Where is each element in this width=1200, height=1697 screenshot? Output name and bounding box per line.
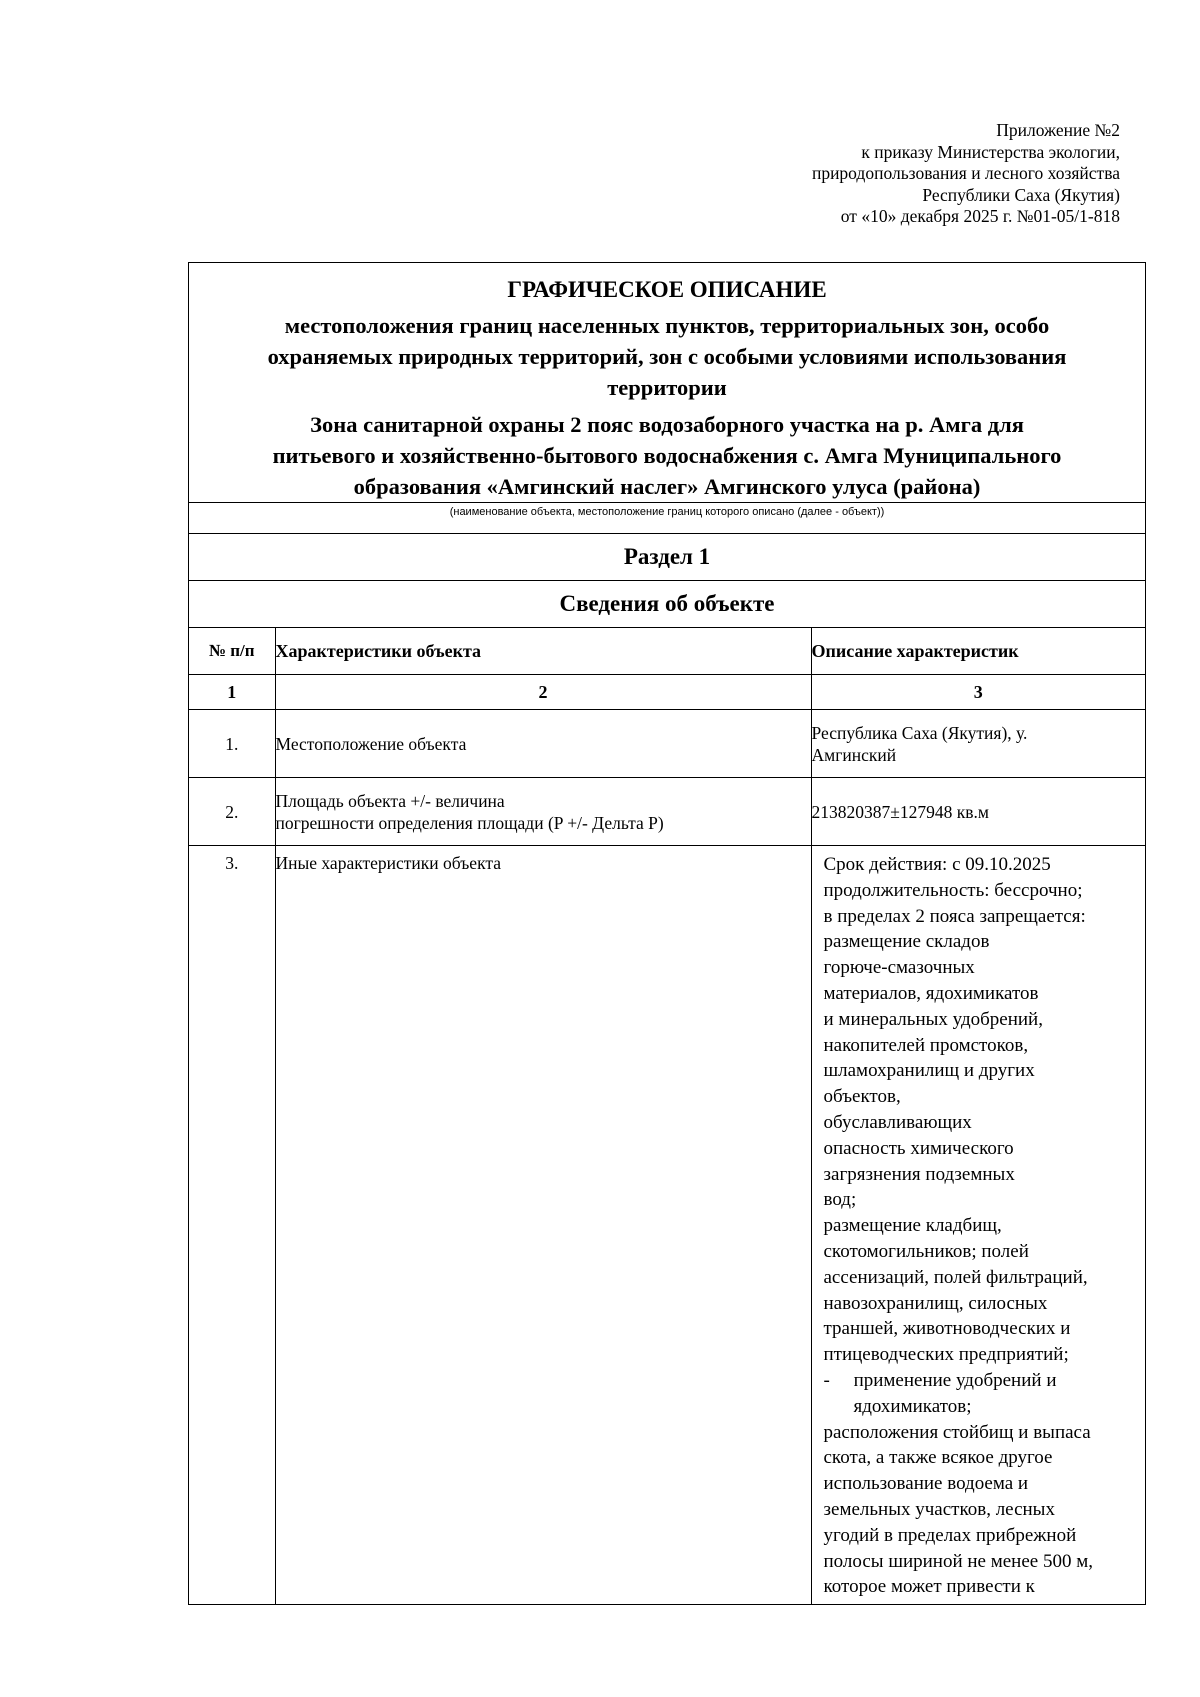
characteristic-line: погрешности определения площади (P +/- Дельта P) (275, 812, 664, 833)
description-line: траншей, животноводческих и (823, 1318, 1071, 1340)
column-number-row (189, 675, 1145, 710)
appendix-line: от «10» декабря 2025 г. №01-05/1-818 (840, 206, 1120, 226)
row-description: 213820387±127948 кв.м (811, 778, 1145, 846)
column-number: 3 (811, 675, 1145, 710)
description-line: в пределах 2 пояса запрещается: (823, 905, 1086, 927)
description-line: ассенизаций, полей фильтраций, (823, 1266, 1088, 1288)
description-line: загрязнения подземных (823, 1163, 1015, 1185)
table-row (189, 778, 1145, 846)
description-line: полосы шириной не менее 500 м, (823, 1550, 1093, 1572)
section-label: Раздел 1 (189, 533, 1145, 580)
section-heading: Сведения об объекте (189, 580, 1145, 627)
description-line: горюче-смазочных (823, 957, 975, 979)
title-block (189, 263, 1145, 502)
characteristic-line: Площадь объекта +/- величина (275, 790, 505, 811)
appendix-block (812, 120, 1120, 228)
header-number: № п/п (189, 628, 275, 675)
description-line: продолжительность: бессрочно; (823, 879, 1083, 901)
document-subtitle (189, 310, 1145, 403)
description-line: шламохранилищ и других (823, 1060, 1035, 1082)
object-name-line: образования «Амгинский наслег» Амгинского улуса (района) (353, 474, 981, 499)
description-line: земельных участков, лесных (823, 1498, 1055, 1520)
row-description (811, 710, 1145, 778)
description-line: скота, а также всякое другое (823, 1447, 1053, 1469)
description-line: объектов, (823, 1086, 901, 1108)
header-description: Описание характеристик (811, 628, 1145, 675)
description-line: опасность химического (823, 1137, 1014, 1159)
subtitle-line: охраняемых природных территорий, зон с особыми условиями использования (267, 344, 1067, 369)
column-number: 2 (275, 675, 811, 710)
description-line: вод; (823, 1189, 857, 1211)
description-line: Срок действия: с 09.10.2025 (823, 854, 1051, 875)
description-line: Амгинский (811, 744, 897, 765)
description-line: навозохранилищ, силосных (823, 1292, 1048, 1314)
characteristics-table (189, 627, 1145, 1604)
description-line: скотомогильников; полей (823, 1240, 1029, 1262)
row-number: 1. (189, 710, 275, 778)
description-line: обуславливающих (823, 1111, 972, 1133)
object-name (189, 409, 1145, 502)
object-caption: (наименование объекта, местоположение границ которого описано (далее - объект)) (189, 502, 1145, 533)
subtitle-line: территории (607, 375, 727, 400)
row-description (811, 846, 1145, 1605)
appendix-line: Приложение №2 (996, 120, 1120, 140)
row-number: 2. (189, 778, 275, 846)
description-line: птицеводческих предприятий; (823, 1344, 1069, 1366)
subtitle-line: местоположения границ населенных пунктов, территориальных зон, особо (284, 313, 1050, 338)
description-line: которое может привести к (823, 1576, 1035, 1598)
column-number: 1 (189, 675, 275, 710)
row-characteristic: Иные характеристики объекта (275, 846, 811, 1605)
row-number: 3. (189, 846, 275, 1605)
description-line: материалов, ядохимикатов (823, 982, 1039, 1004)
header-characteristic: Характеристики объекта (275, 628, 811, 675)
restrictions-list (812, 852, 1146, 1604)
description-line: ядохимикатов; (853, 1395, 972, 1417)
description-line: размещение кладбищ, (823, 1215, 1002, 1237)
appendix-line: Республики Саха (Якутия) (922, 184, 1120, 205)
description-line: использование водоема и (823, 1473, 1029, 1495)
object-name-line: Зона санитарной охраны 2 пояс водозаборного участка на р. Амга для (310, 412, 1024, 437)
row-characteristic: Местоположение объекта (275, 710, 811, 778)
description-line: Республика Саха (Якутия), у. (811, 722, 1028, 743)
description-line: размещение складов (823, 931, 990, 953)
row-characteristic (275, 778, 811, 846)
table-row (189, 710, 1145, 778)
description-line: угодий в пределах прибрежной (823, 1524, 1077, 1546)
table-row (189, 846, 1145, 1605)
description-line: накопителей промстоков, (823, 1034, 1029, 1056)
object-name-line: питьевого и хозяйственно-бытового водоснабжения с. Амга Муниципального (272, 443, 1062, 468)
table-header-row (189, 628, 1145, 675)
document-title: ГРАФИЧЕСКОЕ ОПИСАНИЕ (507, 277, 827, 302)
appendix-line: к приказу Министерства экологии, (861, 141, 1120, 162)
document-frame (188, 262, 1146, 1605)
description-line: расположения стойбищ и выпаса (823, 1421, 1091, 1443)
description-line: - применение удобрений и (823, 1369, 1057, 1391)
description-line: и минеральных удобрений, (823, 1008, 1043, 1030)
appendix-line: природопользования и лесного хозяйства (811, 163, 1120, 183)
